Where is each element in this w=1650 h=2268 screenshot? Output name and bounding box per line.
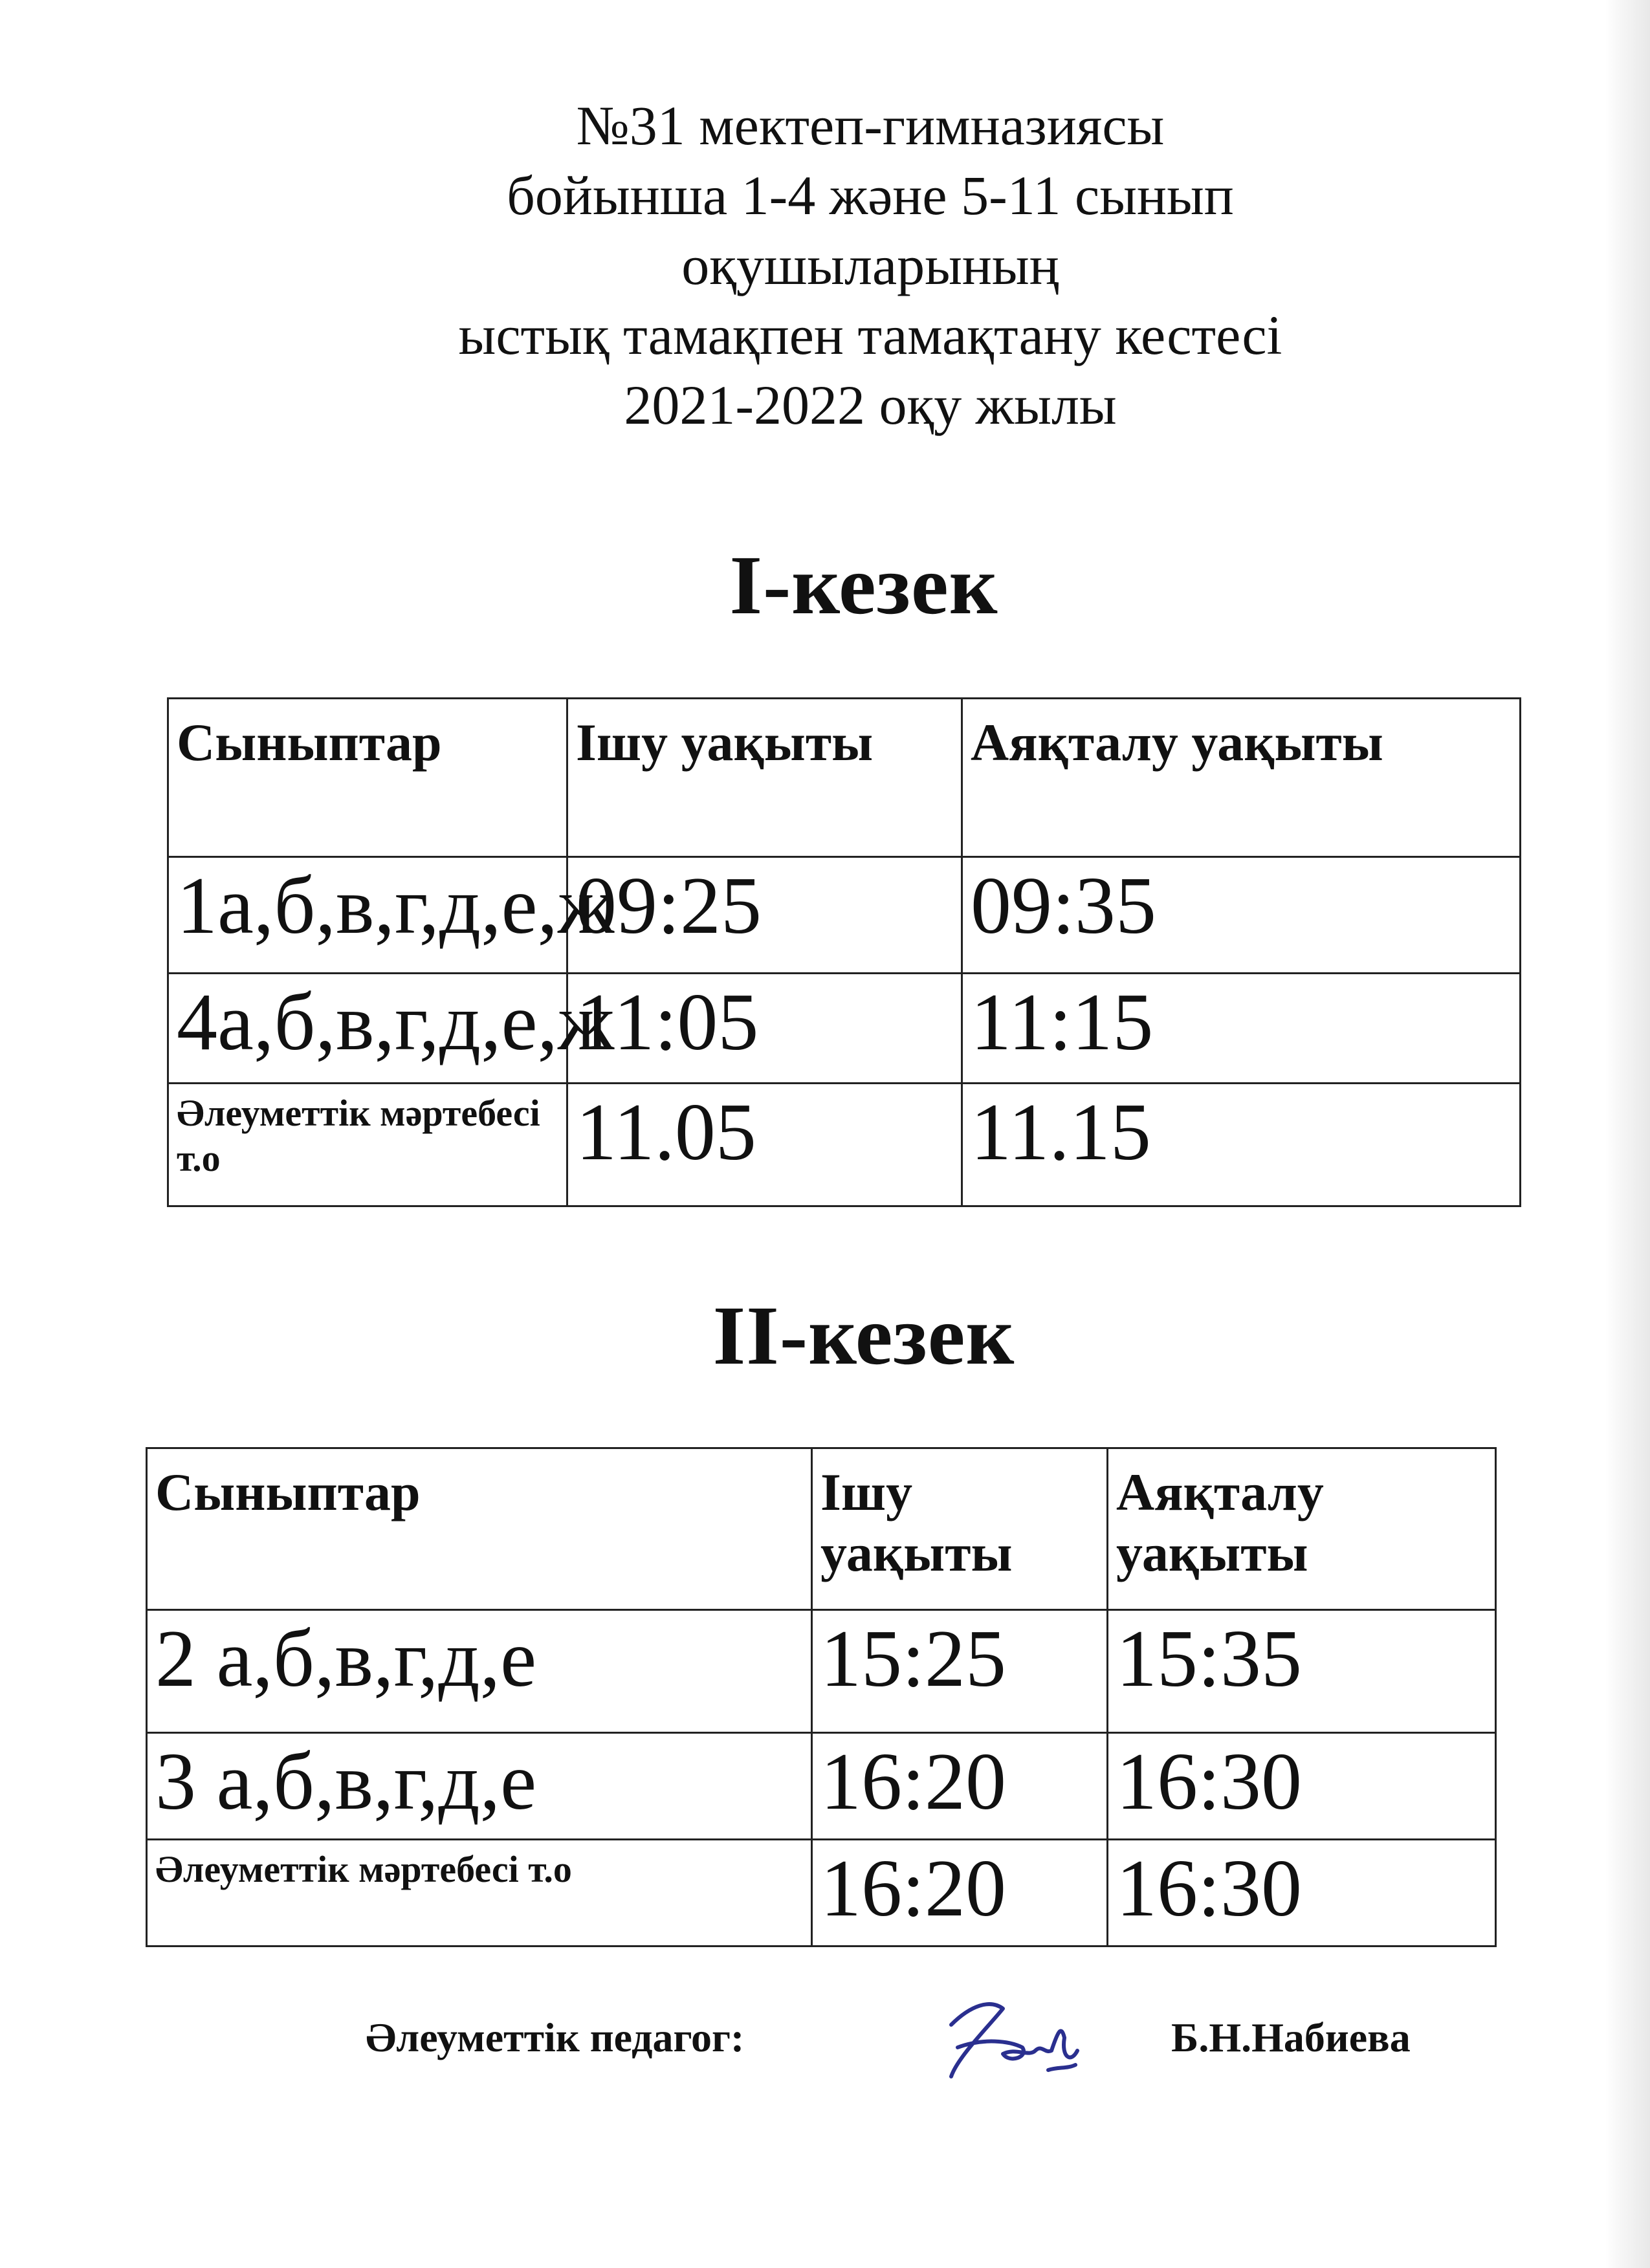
column-header-end: Аяқталу уақыты (962, 699, 1521, 857)
document-title (272, 91, 1469, 440)
title-line: 2021-2022 оқу жылы (624, 374, 1117, 436)
title-line: бойынша 1-4 және 5-11 сынып (507, 164, 1234, 226)
cell-end: 11.15 (962, 1084, 1521, 1206)
cell-start: 16:20 (812, 1840, 1108, 1946)
cell-classes: 3 а,б,в,г,д,е (147, 1733, 812, 1840)
table-row (168, 857, 1521, 974)
cell-classes: Әлеуметтік мәртебесі т.о (168, 1084, 567, 1206)
column-header-classes: Сыныптар (147, 1448, 812, 1610)
cell-end: 16:30 (1108, 1733, 1496, 1840)
title-line: ыстық тамақпен тамақтану кестесі (458, 304, 1282, 366)
cell-classes: 4а,б,в,г,д,е,ж (168, 974, 567, 1084)
title-line: оқушыларының (681, 234, 1059, 296)
title-line: №31 мектеп-гимназиясы (576, 94, 1165, 157)
cell-classes: 2 а,б,в,г,д,е (147, 1610, 812, 1733)
column-header-classes: Сыныптар (168, 699, 567, 857)
cell-end: 16:30 (1108, 1840, 1496, 1946)
cell-start: 15:25 (812, 1610, 1108, 1733)
handwritten-signature (932, 1986, 1100, 2089)
schedule-table-2 (146, 1447, 1497, 1947)
cell-start: 11:05 (567, 974, 962, 1084)
signatory-role-label: Әлеуметтік педагог: (366, 2014, 745, 2060)
table-row (168, 974, 1521, 1084)
scan-shadow-edge (1605, 0, 1650, 2268)
cell-start: 16:20 (812, 1733, 1108, 1840)
cell-end: 11:15 (962, 974, 1521, 1084)
schedule-table-1 (167, 697, 1521, 1207)
table-row (147, 1610, 1496, 1733)
column-header-start: Ішу уақыты (812, 1448, 1108, 1610)
cell-end: 09:35 (962, 857, 1521, 974)
section-1-heading: І-кезек (729, 539, 998, 632)
table-row (147, 1733, 1496, 1840)
table-row (168, 1084, 1521, 1206)
table-header-row (168, 699, 1521, 857)
cell-classes: 1а,б,в,г,д,е,ж (168, 857, 567, 974)
signatory-name: Б.Н.Набиева (1171, 2014, 1411, 2060)
column-header-end: Аяқталу уақыты (1108, 1448, 1496, 1610)
cell-start: 11.05 (567, 1084, 962, 1206)
cell-classes: Әлеуметтік мәртебесі т.о (147, 1840, 812, 1946)
column-header-start: Ішу уақыты (567, 699, 962, 857)
table-row (147, 1840, 1496, 1946)
cell-end: 15:35 (1108, 1610, 1496, 1733)
cell-start: 09:25 (567, 857, 962, 974)
section-2-heading: ІІ-кезек (712, 1289, 1015, 1382)
table-header-row (147, 1448, 1496, 1610)
